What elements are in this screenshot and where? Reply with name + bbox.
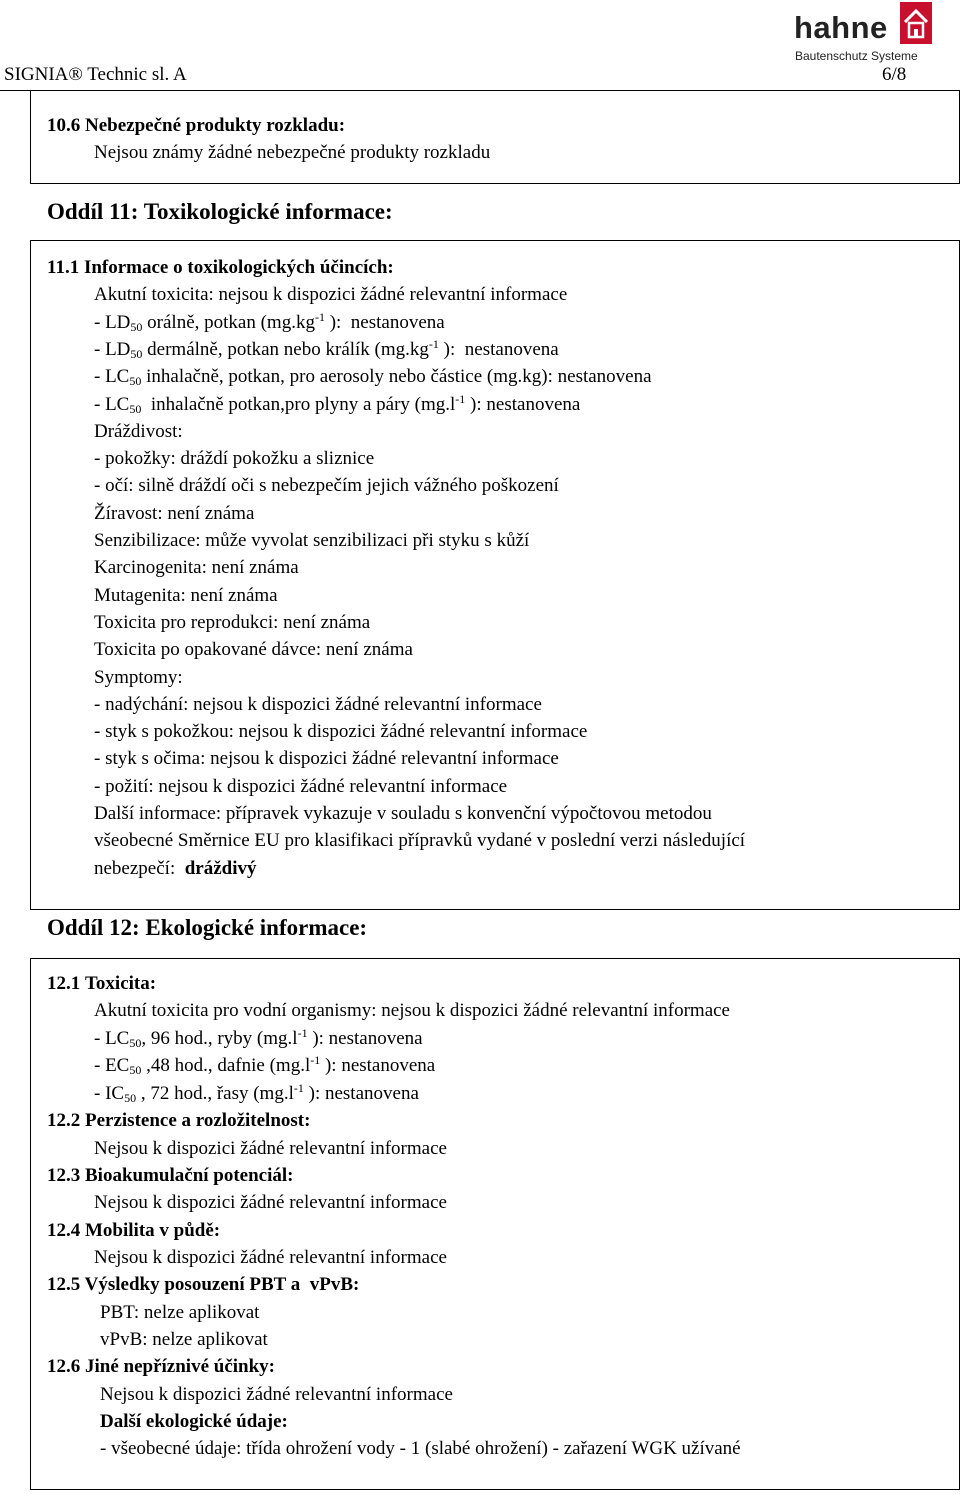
tox-line: - styk s pokožkou: nejsou k dispozici žádné relevantní informace <box>94 721 588 742</box>
section-12-6-title: 12.6 Jiné nepříznivé účinky: <box>47 1356 276 1377</box>
other-eco-title: Další ekologické údaje: <box>100 1411 288 1432</box>
section-12-2-title: 12.2 Perzistence a rozložitelnost: <box>47 1110 311 1131</box>
lc50-fish: - $LC_{50}$, 96 hod., ryby ($mg.l^{-1}$ ): nestanovena <box>94 1026 423 1050</box>
section-10-box <box>30 90 960 184</box>
hahne-logo <box>794 2 932 64</box>
tox-line: Karcinogenita: není známa <box>94 557 299 578</box>
section-12-5-title: 12.5 Výsledky posouzení PBT a vPvB: <box>47 1274 360 1295</box>
tox-line: - požití: nejsou k dispozici žádné relevantní informace <box>94 776 508 797</box>
tox-line: - nadýchání: nejsou k dispozici žádné relevantní informace <box>94 694 542 715</box>
section-12-3-title: 12.3 Bioakumulační potenciál: <box>47 1165 294 1186</box>
tox-line: Senzibilizace: může vyvolat senzibilizaci při styku s kůží <box>94 530 530 551</box>
ec50-daphnia: - $EC_{50}$ ,48 hod., dafnie ($mg.l^{-1}$ ): nestanovena <box>94 1053 436 1077</box>
vpvb-text: vPvB: nelze aplikovat <box>100 1329 268 1350</box>
tox-line: všeobecné Směrnice EU pro klasifikaci přípravků vydané v poslední verzi následující <box>94 830 746 851</box>
section-12-6-text: Nejsou k dispozici žádné relevantní informace <box>100 1384 453 1405</box>
pbt-text: PBT: nelze aplikovat <box>100 1302 260 1323</box>
section-12-1-title: 12.1 Toxicita: <box>47 973 157 994</box>
other-eco-text: - všeobecné údaje: třída ohrožení vody - 1 (slabé ohrožení) - zařazení WGK užívané <box>100 1438 741 1459</box>
danger-label: nebezpečí: <box>94 858 176 879</box>
ic50-algae: - $IC_{50}$ , 72 hod., řasy ($mg.l^{-1}$ ): nestanovena <box>94 1081 419 1105</box>
danger-value: dráždivý <box>184 858 257 879</box>
tox-line: Symptomy: <box>94 667 183 688</box>
tox-line: Žíravost: není známa <box>94 503 255 524</box>
tox-line: Toxicita pro reprodukci: není známa <box>94 612 371 633</box>
acute-toxicity: Akutní toxicita: nejsou k dispozici žádné relevantní informace <box>94 284 568 305</box>
page-number: 6/8 <box>882 64 907 85</box>
section-10-6-text: Nejsou známy žádné nebezpečné produkty rozkladu <box>94 142 491 163</box>
section-12-2-text: Nejsou k dispozici žádné relevantní informace <box>94 1138 447 1159</box>
section-12-4-title: 12.4 Mobilita v půdě: <box>47 1220 221 1241</box>
house-logo-icon <box>900 2 932 44</box>
aquatic-toxicity: Akutní toxicita pro vodní organismy: nejsou k dispozici žádné relevantní informace <box>94 1000 730 1021</box>
section-11-1-title: 11.1 Informace o toxikologických účincích: <box>47 257 394 278</box>
section-12-3-text: Nejsou k dispozici žádné relevantní informace <box>94 1192 447 1213</box>
tox-line: - pokožky: dráždí pokožku a sliznice <box>94 448 375 469</box>
tox-line: Dráždivost: <box>94 421 183 442</box>
tox-line: Další informace: přípravek vykazuje v souladu s konvenční výpočtovou metodou <box>94 803 712 824</box>
section-11-heading: Oddíl 11: Toxikologické informace: <box>47 199 393 224</box>
logo-subtitle: Bautenschutz Systeme <box>795 49 918 63</box>
tox-line: Toxicita po opakované dávce: není známa <box>94 639 413 660</box>
lc50-aerosol: - $LC_{50}$ inhalačně, potkan, pro aerosoly nebo částice (mg.kg): nestanovena <box>94 366 652 388</box>
ld50-oral: - $LD_{50}$ orálně, potkan ($mg.kg^{-1}$ ): nestanovena <box>94 310 445 334</box>
tox-line: - styk s očima: nejsou k dispozici žádné relevantní informace <box>94 748 559 769</box>
product-name: SIGNIA® Technic sl. A <box>4 64 187 85</box>
section-12-heading: Oddíl 12: Ekologické informace: <box>47 915 368 940</box>
section-12-4-text: Nejsou k dispozici žádné relevantní informace <box>94 1247 447 1268</box>
section-10-6-title: 10.6 Nebezpečné produkty rozkladu: <box>47 115 346 136</box>
logo-name: hahne <box>794 10 888 45</box>
tox-line: Mutagenita: není známa <box>94 585 278 606</box>
ld50-dermal: - $LD_{50}$ dermálně, potkan nebo králík ($mg.kg^{-1}$ ): nestanovena <box>94 337 559 361</box>
tox-line: - očí: silně dráždí oči s nebezpečím jejich vážného poškození <box>94 475 559 496</box>
danger-line <box>94 858 257 880</box>
lc50-gas: - $LC_{50}$ inhalačně potkan,pro plyny a páry ($mg.l^{-1}$ ): nestanovena <box>94 392 581 416</box>
